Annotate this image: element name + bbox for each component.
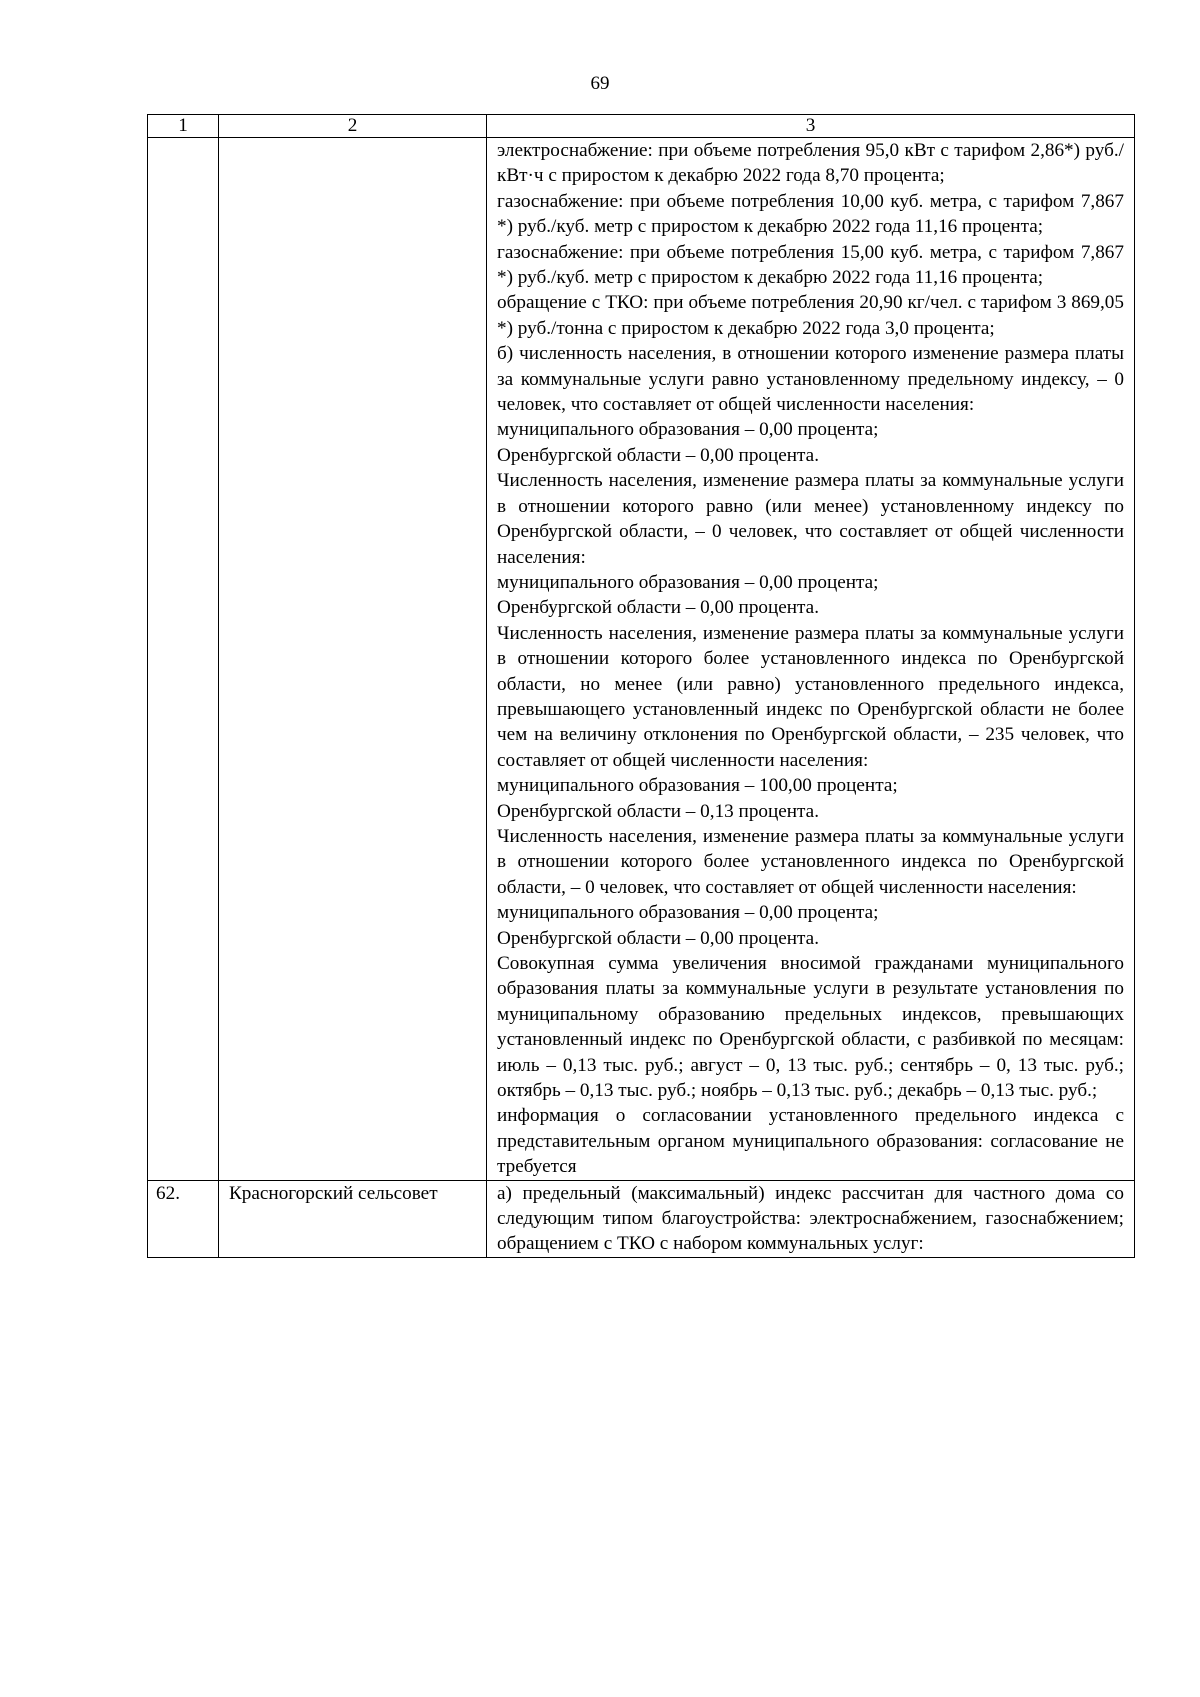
- row-text-cell: [487, 1180, 1135, 1257]
- text-paragraph: Численность населения, изменение размера платы за коммунальные услуги в отношении которого более установленного индекса по Оренбургской области, – 0 человек, что составляет от общей численности населения:: [497, 825, 1124, 898]
- row-name-cell: Красногорский сельсовет: [219, 1180, 487, 1257]
- table-row-62: [148, 1180, 1135, 1257]
- header-col-1: 1: [148, 115, 219, 138]
- text-paragraph: а) предельный (максимальный) индекс рассчитан для частного дома со следующим типом благоустройства: электроснабжением, газоснабжением; обращением с ТКО с набором коммунальных услуг:: [497, 1182, 1124, 1255]
- text-paragraph: муниципального образования – 0,00 процента;: [497, 902, 879, 924]
- text-paragraph: б) численность населения, в отношении которого изменение размера платы за коммунальные услуги равно установленному предельному индексу, – 0 человек, что составляет от общей численности населения:: [497, 343, 1124, 416]
- header-col-2: 2: [219, 115, 487, 138]
- header-col-3: 3: [487, 115, 1135, 138]
- text-paragraph: Оренбургской области – 0,13 процента.: [497, 800, 819, 822]
- text-paragraph: Оренбургской области – 0,00 процента.: [497, 444, 819, 466]
- row-name-cell: [219, 138, 487, 1181]
- text-paragraph: Численность населения, изменение размера платы за коммунальные услуги в отношении которого равно (или менее) установленному индексу по Оренбургской области, – 0 человек, что составляет от общей численности населения:: [497, 470, 1124, 568]
- text-paragraph: информация о согласовании установленного предельного индекса с представительным органом муниципального образования: согласование не требуется: [497, 1105, 1124, 1178]
- page-number: 69: [590, 73, 610, 94]
- text-paragraph: газоснабжение: при объеме потребления 15,00 куб. метра, с тарифом 7,867 *) руб./куб. метр с приростом к декабрю 2022 года 11,16 процента;: [497, 241, 1124, 289]
- document-table: [147, 114, 1135, 1258]
- table-header-row: [148, 115, 1135, 138]
- text-paragraph: Оренбургской области – 0,00 процента.: [497, 597, 819, 619]
- text-paragraph: муниципального образования – 0,00 процента;: [497, 571, 879, 593]
- text-paragraph: Численность населения, изменение размера платы за коммунальные услуги в отношении которого более установленного индекса по Оренбургской области, но менее (или равно) установленного предельного индекса, превышающего установленный индекс по Оренбургской области не более чем на величину отклонения по Оренбургской области, – 235 человек, что составляет от общей численности населения:: [497, 622, 1124, 771]
- row-number-cell: 62.: [148, 1180, 219, 1257]
- text-paragraph: газоснабжение: при объеме потребления 10,00 куб. метра, с тарифом 7,867 *) руб./куб. метр с приростом к декабрю 2022 года 11,16 процента;: [497, 190, 1124, 238]
- row-number-cell: [148, 138, 219, 1181]
- text-paragraph: Совокупная сумма увеличения вносимой гражданами муниципального образования платы за коммунальные услуги в результате установления по муниципальному образованию предельных индексов, превышающих установленный индекс по Оренбургской области, с разбивкой по месяцам: июль – 0,13 тыс. руб.; август – 0, 13 тыс. руб.; сентябрь – 0, 13 тыс. руб.; октябрь – 0,13 тыс. руб.; ноябрь – 0,13 тыс. руб.; декабрь – 0,13 тыс. руб.;: [497, 953, 1124, 1102]
- text-paragraph: Оренбургской области – 0,00 процента.: [497, 927, 819, 949]
- row-text-cell: [487, 138, 1135, 1181]
- text-paragraph: муниципального образования – 0,00 процента;: [497, 419, 879, 441]
- text-paragraph: электроснабжение: при объеме потребления 95,0 кВт с тарифом 2,86*) руб./кВт·ч с приростом к декабрю 2022 года 8,70 процента;: [497, 140, 1124, 187]
- table-row-continuation: [148, 138, 1135, 1181]
- text-paragraph: муниципального образования – 100,00 процента;: [497, 775, 898, 797]
- text-paragraph: обращение с ТКО: при объеме потребления 20,90 кг/чел. с тарифом 3 869,05 *) руб./тонна с приростом к декабрю 2022 года 3,0 процента;: [497, 292, 1124, 339]
